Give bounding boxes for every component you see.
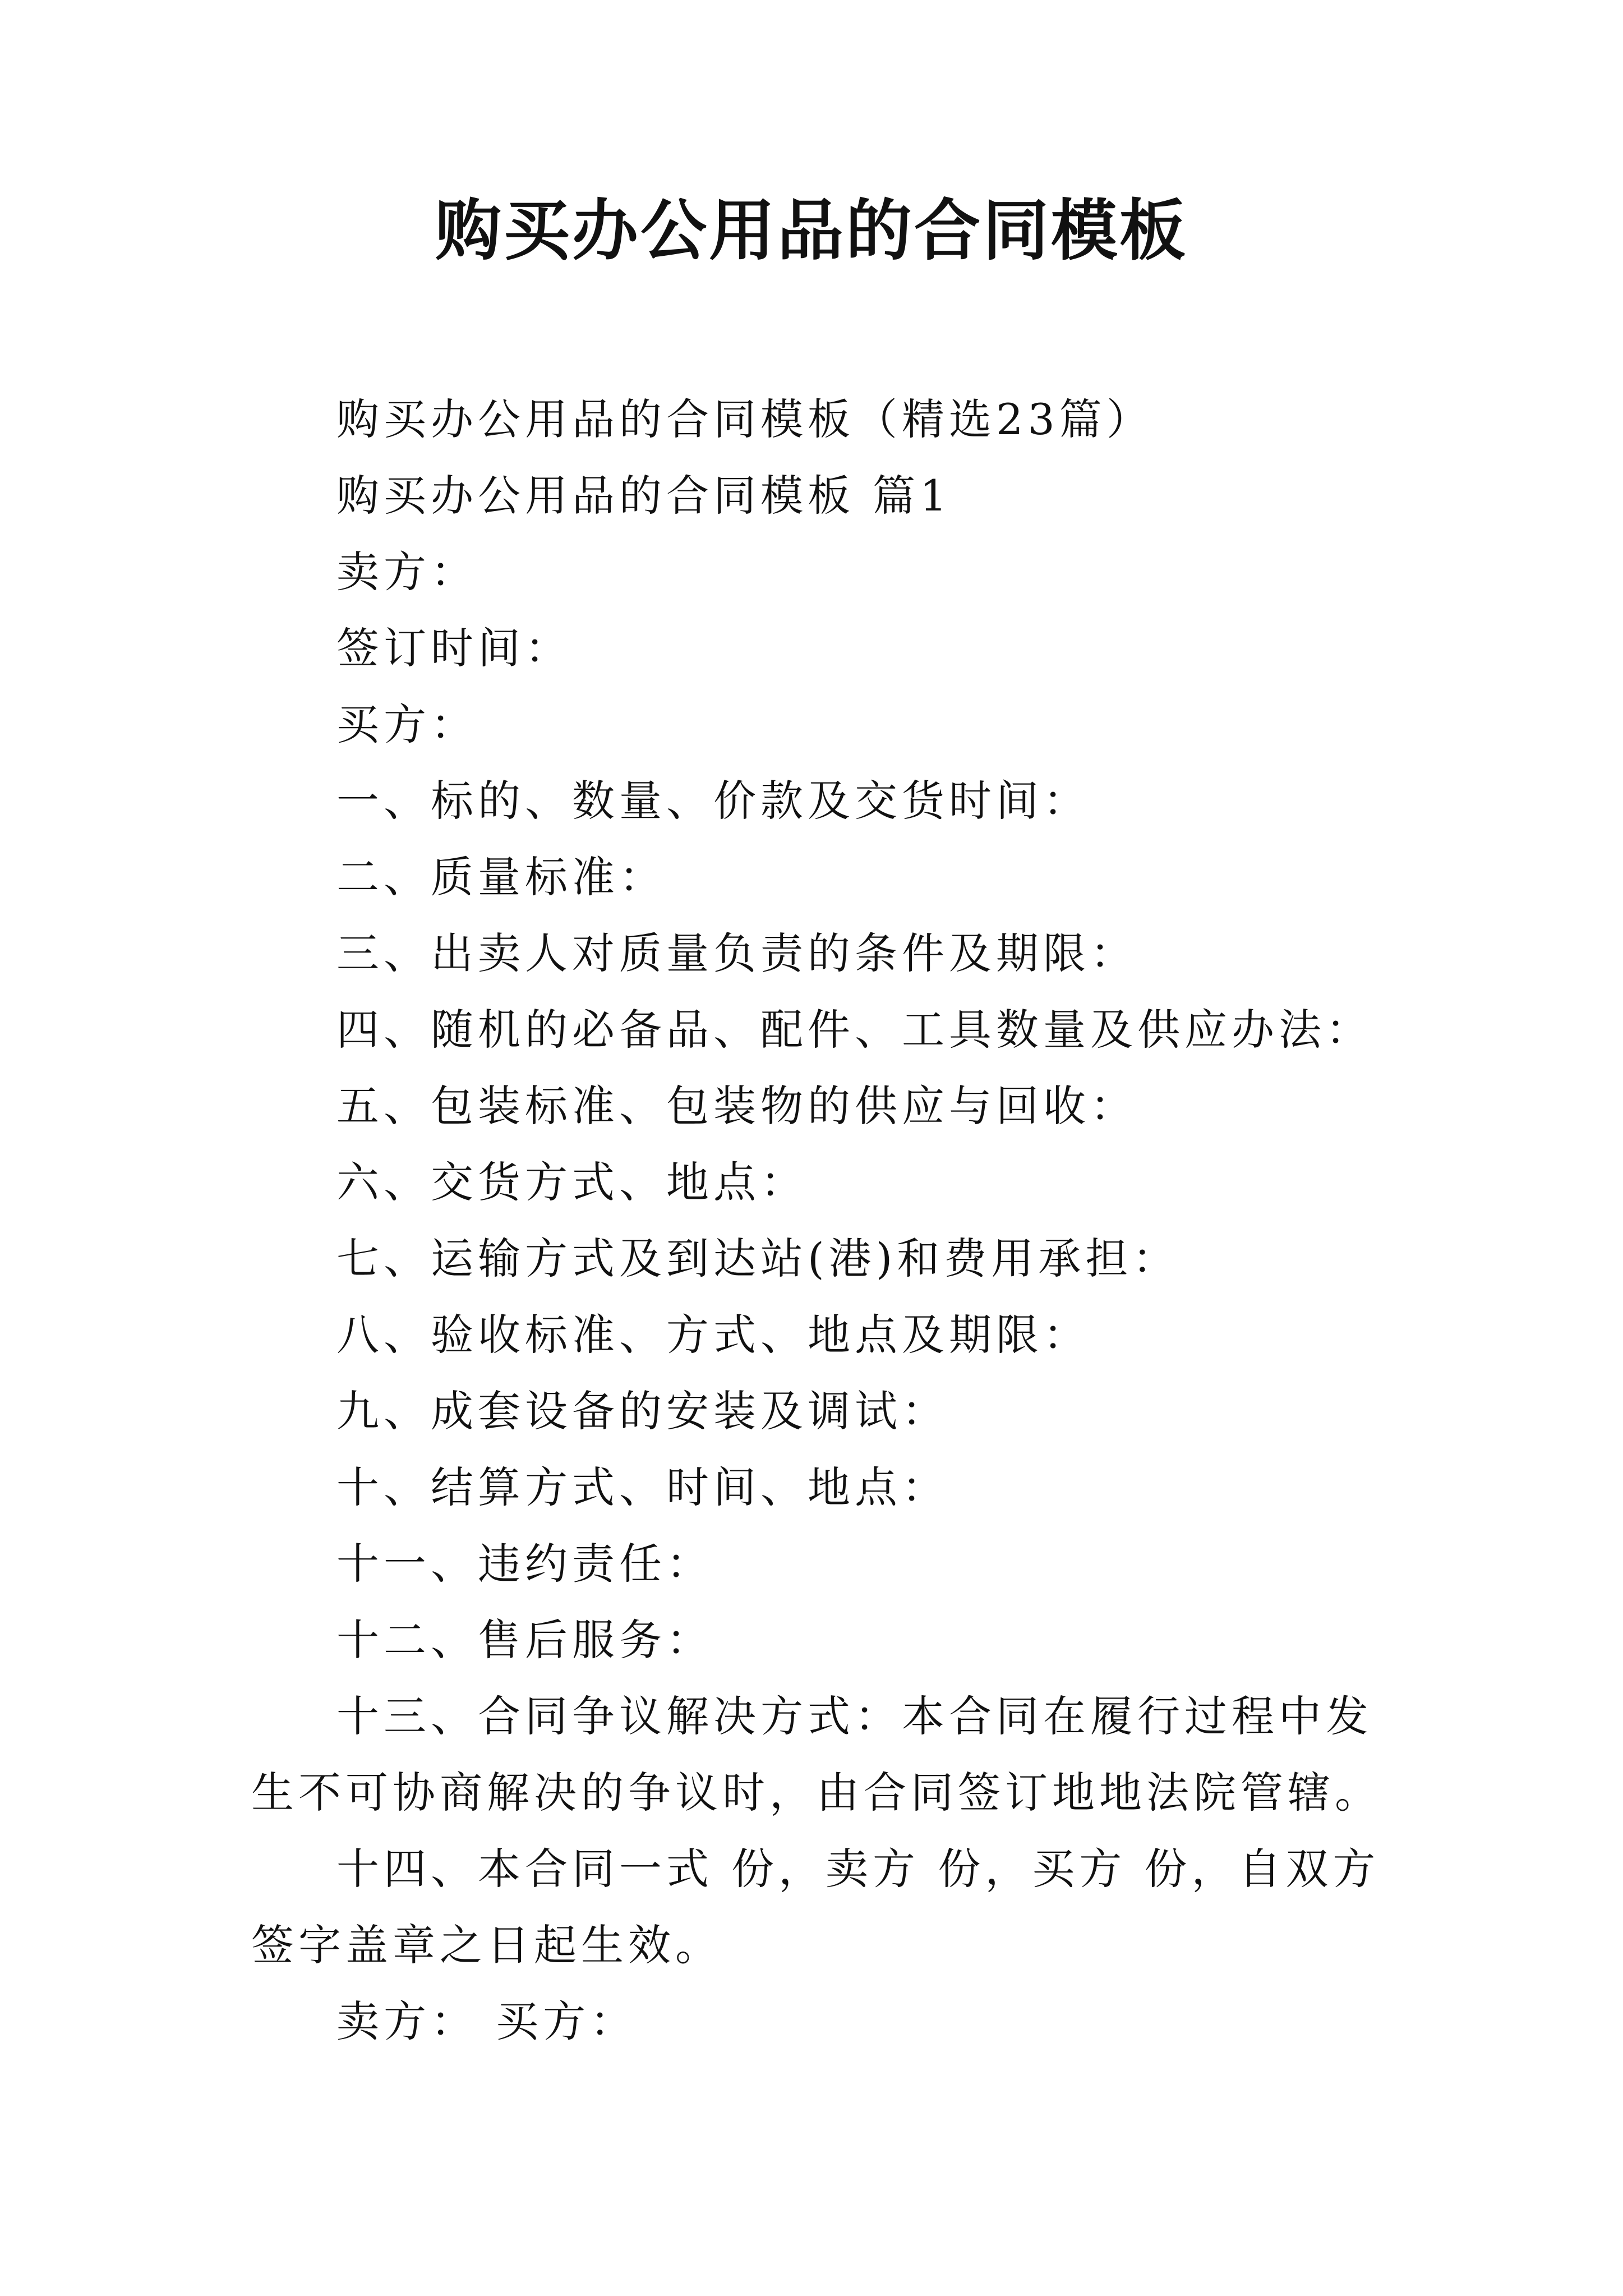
clause-12: 十二、售后服务：: [336, 1615, 713, 1665]
clause-10: 十、结算方式、时间、地点：: [336, 1462, 949, 1512]
clause-11: 十一、违约责任：: [336, 1539, 713, 1589]
clause-1: 一、标的、数量、价款及交货时间：: [336, 776, 1090, 826]
paragraph-article-heading: 购买办公用品的合同模板 篇1: [336, 471, 952, 521]
paragraph-selection-heading: 购买办公用品的合同模板（精选23篇）: [336, 394, 1154, 444]
clause-14: 十四、本合同一式 份，卖方 份，买方 份，自双方签字盖章之日起生效。: [251, 1844, 1380, 1970]
clause-4: 四、随机的必备品、配件、工具数量及供应办法：: [336, 1005, 1373, 1055]
document-body: [251, 381, 1391, 2060]
signature-line: 卖方： 买方：: [336, 1996, 638, 2046]
clause-3: 三、出卖人对质量负责的条件及期限：: [336, 928, 1137, 978]
clause-9: 九、成套设备的安装及调试：: [336, 1386, 949, 1436]
paragraph-buyer: 买方：: [336, 700, 478, 749]
paragraph-seller: 卖方：: [336, 547, 478, 597]
paragraph-signing-time: 签订时间：: [336, 623, 572, 673]
clause-6: 六、交货方式、地点：: [336, 1157, 808, 1207]
document-title: 购买办公用品的合同模板: [435, 191, 1188, 269]
clause-8: 八、验收标准、方式、地点及期限：: [336, 1310, 1090, 1360]
clause-2: 二、质量标准：: [336, 852, 666, 902]
clause-13: 十三、合同争议解决方式：本合同在履行过程中发生不可协商解决的争议时，由合同签订地地法院管辖。: [251, 1691, 1382, 1818]
clause-5: 五、包装标准、包装物的供应与回收：: [336, 1081, 1137, 1131]
clause-7: 七、运输方式及到达站(港)和费用承担：: [336, 1234, 1180, 1283]
